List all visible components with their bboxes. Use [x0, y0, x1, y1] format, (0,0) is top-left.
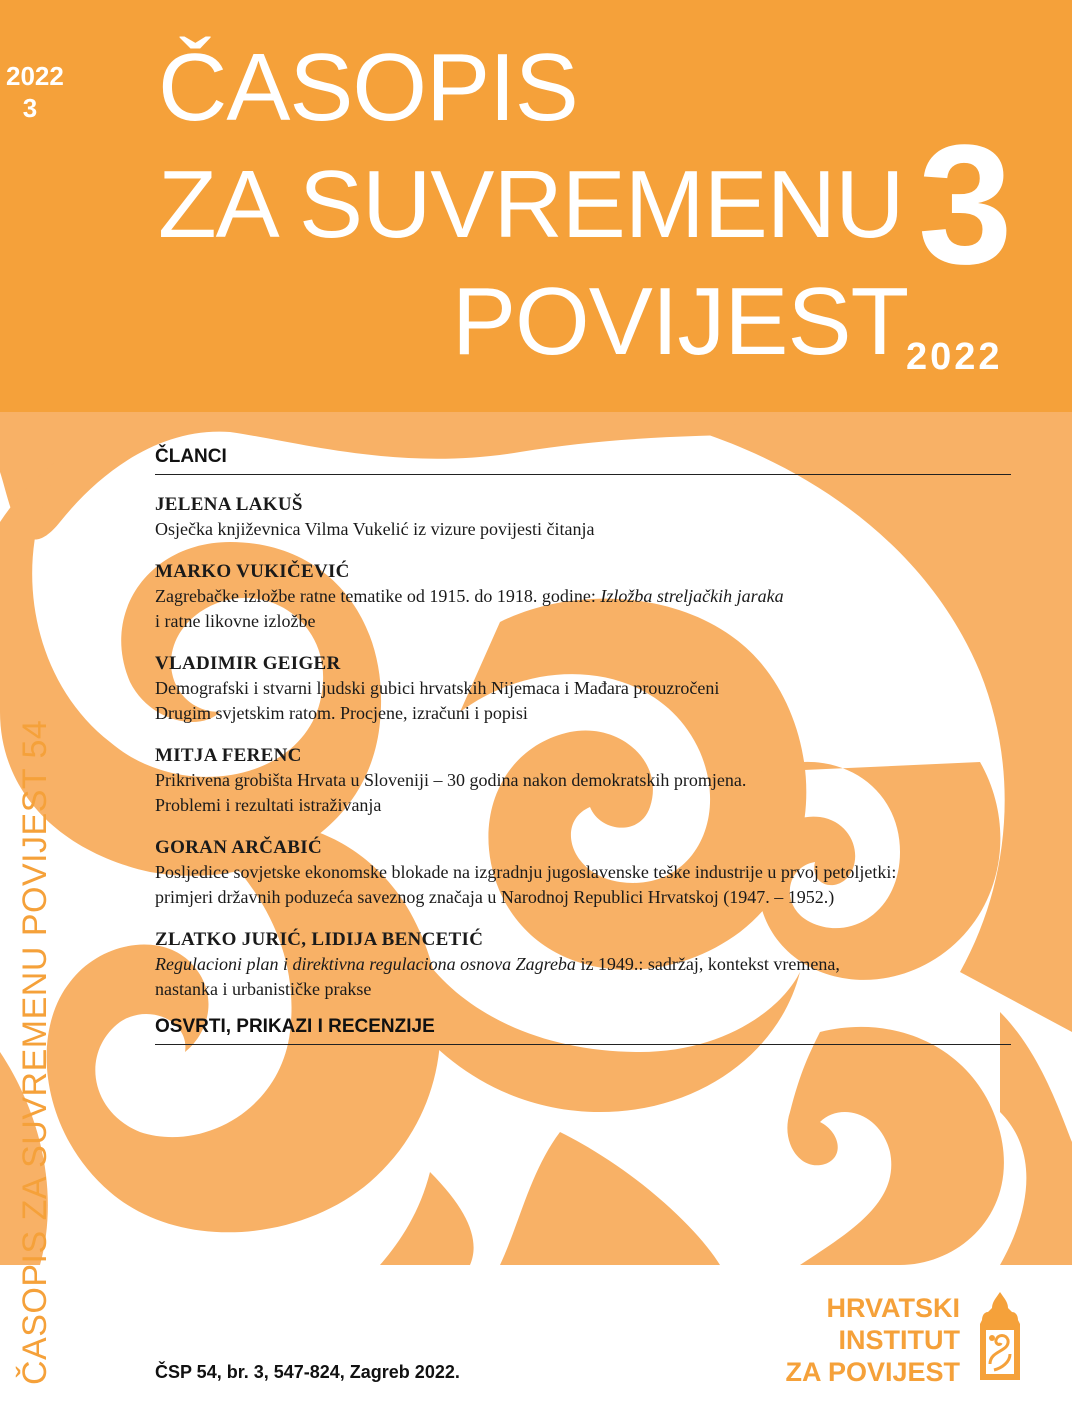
- section-reviews-heading: OSVRTI, PRIKAZI I RECENZIJE: [155, 1016, 1011, 1045]
- header-year: 2022: [906, 336, 1003, 378]
- article-title-continued: nastanka i urbanističke prakse: [155, 979, 372, 999]
- article-title-text: iz 1949.: sadržaj, kontekst vremena,: [575, 954, 840, 974]
- title-line-1: ČASOPIS: [158, 34, 578, 141]
- article-title: Osječka književnica Vilma Vukelić iz vizure povijesti čitanja: [155, 519, 595, 539]
- logo-line-3: ZA POVIJEST: [785, 1357, 960, 1387]
- article-title-text: Zagrebačke izložbe ratne tematike od 1915. do 1918. godine:: [155, 586, 601, 606]
- article-author: MARKO VUKIČEVIĆ: [155, 561, 350, 582]
- article-author: GORAN ARČABIĆ: [155, 837, 322, 858]
- side-year: 2022: [6, 61, 64, 91]
- article-title-continued: i ratne likovne izložbe: [155, 611, 316, 631]
- logo-line-1: HRVATSKI: [826, 1293, 960, 1323]
- cover-header: [0, 0, 1072, 412]
- article-title-continued: Drugim svjetskim ratom. Procjene, izračuni i popisi: [155, 703, 528, 723]
- side-issue-label: [6, 60, 64, 124]
- article-entry: [155, 652, 1011, 726]
- article-author: MITJA FERENC: [155, 745, 302, 766]
- article-title: Posljedice sovjetske ekonomske blokade na izgradnju jugoslavenske teške industrije u prvoj petoljetki:: [155, 862, 897, 882]
- article-entry: [155, 928, 1011, 1002]
- article-title: [155, 584, 1011, 609]
- issue-number: 3: [918, 110, 1013, 300]
- article-title-continued: primjeri državnih poduzeća saveznog značaja u Narodnoj Republici Hrvatskoj (1947. – 1952.): [155, 887, 835, 907]
- article-author: ZLATKO JURIĆ, LIDIJA BENCETIĆ: [155, 929, 484, 950]
- logo-line-2: INSTITUT: [838, 1325, 960, 1355]
- article-entry: [155, 493, 1011, 542]
- article-title-italic: Regulacioni plan i direktivna regulaciona osnova Zagreba: [155, 954, 576, 974]
- article-title: [155, 952, 1011, 977]
- article-title: Prikrivena grobišta Hrvata u Sloveniji – 30 godina nakon demokratskih promjena.: [155, 770, 747, 790]
- section-articles-heading: ČLANCI: [155, 446, 1011, 475]
- publisher-logo-text: [760, 1292, 960, 1388]
- article-title: Demografski i stvarni ljudski gubici hrvatskih Nijemaca i Mađara prouzročeni: [155, 678, 720, 698]
- article-title-italic: Izložba streljačkih jaraka: [600, 586, 784, 606]
- citation-reference: ČSP 54, br. 3, 547-824, Zagreb 2022.: [155, 1362, 460, 1382]
- article-entry: [155, 744, 1011, 818]
- institute-emblem-icon: [968, 1290, 1032, 1382]
- title-line-2: ZA SUVREMENU: [158, 151, 904, 258]
- article-author: JELENA LAKUŠ: [155, 494, 303, 515]
- side-issue: 3: [22, 93, 38, 123]
- article-entry: [155, 560, 1011, 634]
- article-title-continued: Problemi i rezultati istraživanja: [155, 795, 382, 815]
- spine-title: ČASOPIS ZA SUVREMENU POVIJEST 54: [16, 719, 54, 1385]
- title-line-3: POVIJEST: [452, 268, 909, 375]
- article-entry: [155, 836, 1011, 910]
- article-author: VLADIMIR GEIGER: [155, 653, 341, 674]
- table-of-contents: [155, 446, 1011, 1045]
